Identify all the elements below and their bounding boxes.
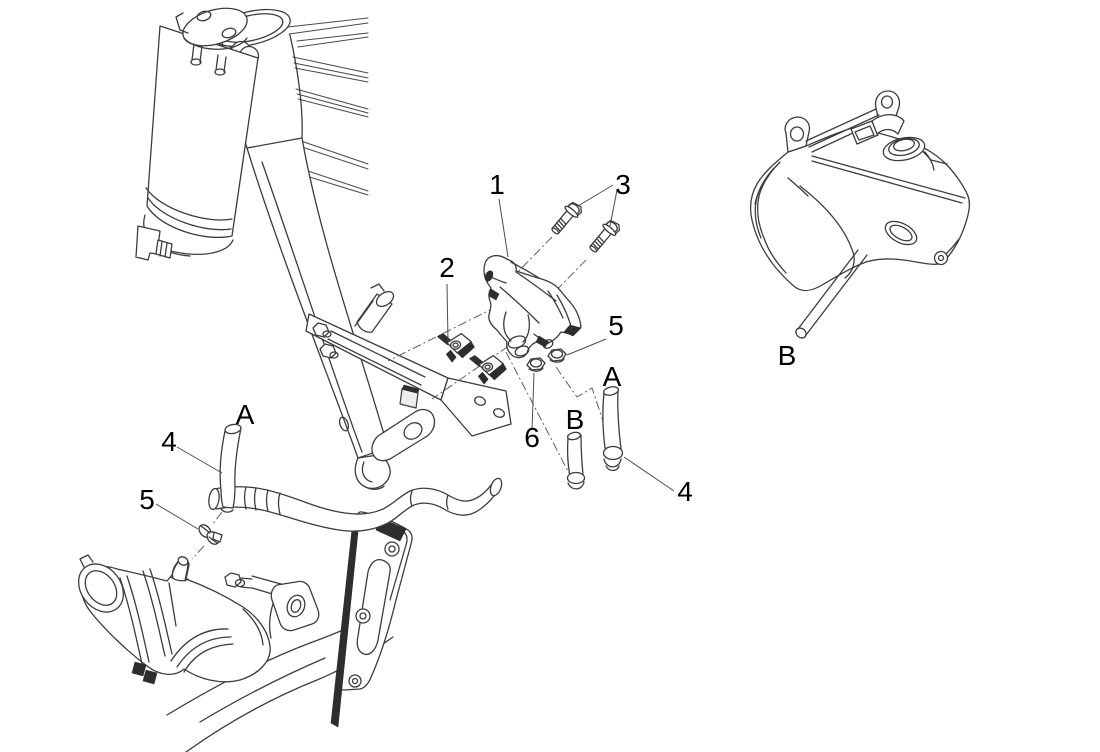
callout-3: 3 — [615, 169, 631, 200]
blade-bolt — [356, 609, 370, 623]
frame-lug — [372, 410, 435, 461]
blade-bolt — [385, 542, 399, 556]
label-b-center: B — [565, 404, 585, 435]
callout-5-left: 5 — [139, 484, 155, 515]
hose-a-axis-line — [212, 512, 222, 525]
leader-5-center — [567, 339, 606, 355]
callout-6: 6 — [524, 422, 540, 453]
callout-2: 2 — [439, 252, 455, 283]
fork-foot-tab — [136, 226, 160, 260]
crossover-tube — [208, 477, 504, 531]
leader-3a — [578, 185, 613, 206]
callout-1: 1 — [489, 169, 505, 200]
fork-tube-cylinder — [136, 26, 258, 260]
cover-bolt — [935, 252, 948, 265]
label-a-left: A — [235, 399, 255, 430]
callout-4-left: 4 — [161, 426, 177, 457]
bracket-bolt — [313, 323, 329, 337]
intake-boot — [69, 555, 270, 684]
leader-1 — [499, 199, 508, 257]
fitting-nut-5 — [548, 349, 566, 362]
callout-4-right: 4 — [677, 476, 693, 507]
mount-ear — [785, 117, 809, 152]
tube-open-end — [488, 477, 504, 497]
airbox-cover-assembly — [751, 91, 970, 340]
leader-4-right — [624, 457, 674, 491]
airbox-cover-body — [751, 128, 970, 291]
hose-clamp-left — [197, 522, 222, 546]
frame-down-tube — [247, 138, 435, 489]
nipple-axis-line — [192, 546, 204, 559]
frame-assembly — [136, 2, 511, 490]
guard-blade — [331, 512, 412, 727]
hose-collar — [568, 473, 585, 484]
blade-bolt — [349, 675, 361, 687]
exhaust-boot-assembly — [69, 423, 503, 752]
leader-4-left — [177, 447, 222, 473]
flange-bolt — [548, 199, 584, 237]
hose-stub-b — [567, 431, 585, 489]
bracket-wing — [441, 378, 511, 436]
label-b-right: B — [777, 340, 797, 371]
flange-bolt — [586, 217, 622, 255]
secondary-air-valve-body — [484, 256, 581, 358]
bracket-plate — [271, 581, 319, 630]
fitting-nut-6 — [527, 358, 545, 371]
hose-tip — [794, 326, 808, 340]
hose-collar — [604, 447, 623, 460]
leader-2 — [447, 284, 448, 341]
callout-5-center: 5 — [608, 310, 624, 341]
rubber-mount-clamp — [469, 350, 508, 386]
hose-stub-a — [603, 386, 623, 471]
bracket-cylinder — [355, 284, 396, 332]
label-a-center: A — [602, 361, 622, 392]
bracket-bolt — [320, 344, 336, 358]
leader-5-left — [156, 504, 198, 529]
